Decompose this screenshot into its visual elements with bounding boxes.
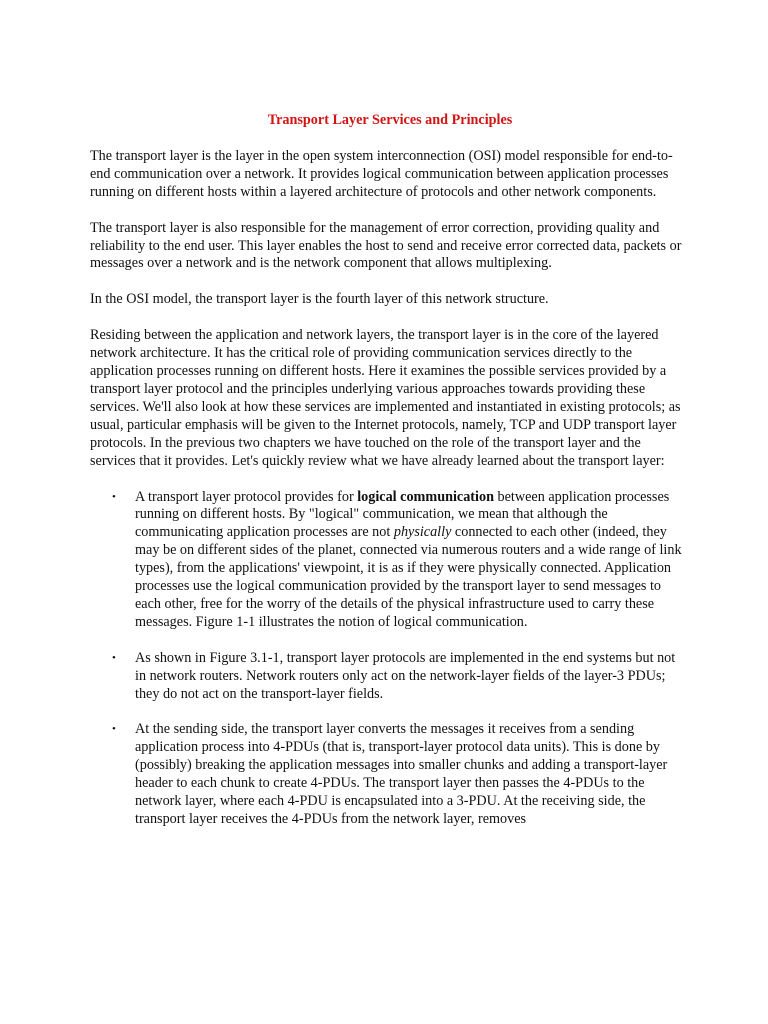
bold-term: logical communication [357, 488, 494, 505]
bullet-icon: • [112, 490, 116, 503]
paragraph-residing: Residing between the application and network layers, the transport layer is in the core of the layered network architecture. It has the critical role of providing communication services directly to the application processes running on different hosts. Here it examines the possible services provided by a transport layer protocol and the principles underlying various approaches towards providing these services. We'll also look at how these services are implemented and instantiated in existing protocols; as usual, particular emphasis will be given to the Internet protocols, namely, TCP and UDP transport layer protocols. In the previous two chapters we have touched on the role of the transport layer and the services that it provides. Let's quickly review what we have already learned about the transport layer: [90, 327, 681, 469]
document-title: Transport Layer Services and Principles [267, 112, 513, 128]
paragraph-osi-model: In the OSI model, the transport layer is the fourth layer of this network structure. [90, 291, 549, 308]
bullet-list [90, 489, 682, 829]
bullet-icon: • [112, 651, 116, 664]
paragraph-intro: The transport layer is the layer in the open system interconnection (OSI) model responsible for end-to-end communication over a network. It provides logical communication between application processes running on different hosts within a layered architecture of protocols and other network components. [90, 147, 673, 200]
bullet-text: As shown in Figure 3.1-1, transport layer protocols are implemented in the end systems but not in network routers. Network routers only act on the network-layer fields of the layer-3 PDUs; they do not act on the transport-layer fields. [135, 649, 676, 702]
list-item [90, 721, 682, 828]
bullet-text: At the sending side, the transport layer converts the messages it receives from a sending application process into 4-PDUs (that is, transport-layer protocol data units). This is done by (possibly) breaking the application messages into smaller chunks and adding a transport-layer header to each chunk to create 4-PDUs. The transport layer then passes the 4-PDUs to the network layer, where each 4-PDU is encapsulated into a 3-PDU. At the receiving side, the transport layer receives the 4-PDUs from the network layer, removes [135, 721, 668, 827]
document-page [90, 112, 682, 847]
bullet-icon: • [112, 723, 116, 736]
paragraph-error-correction: The transport layer is also responsible for the management of error correction, providing quality and reliability to the end user. This layer enables the host to send and receive error corrected data, packets or messages over a network and is the network component that allows multiplexing. [90, 219, 682, 272]
list-item [90, 650, 682, 704]
italic-term: physically [393, 524, 452, 541]
list-item [90, 489, 682, 632]
bullet-text: A transport layer protocol provides for logical communication between application processes running on different hosts. By "logical" communication, we mean that although the communicating application processes are not physically connected to each other (indeed, they may be on different sides of the planet, connected via numerous routers and a wide range of link types), from the applications' viewpoint, it is as if they were physically connected. Application processes use the logical communication provided by the transport layer to send messages to each other, free for the worry of the details of the physical infrastructure used to carry these messages. Figure 1-1 illustrates the notion of logical communication. [135, 488, 682, 630]
